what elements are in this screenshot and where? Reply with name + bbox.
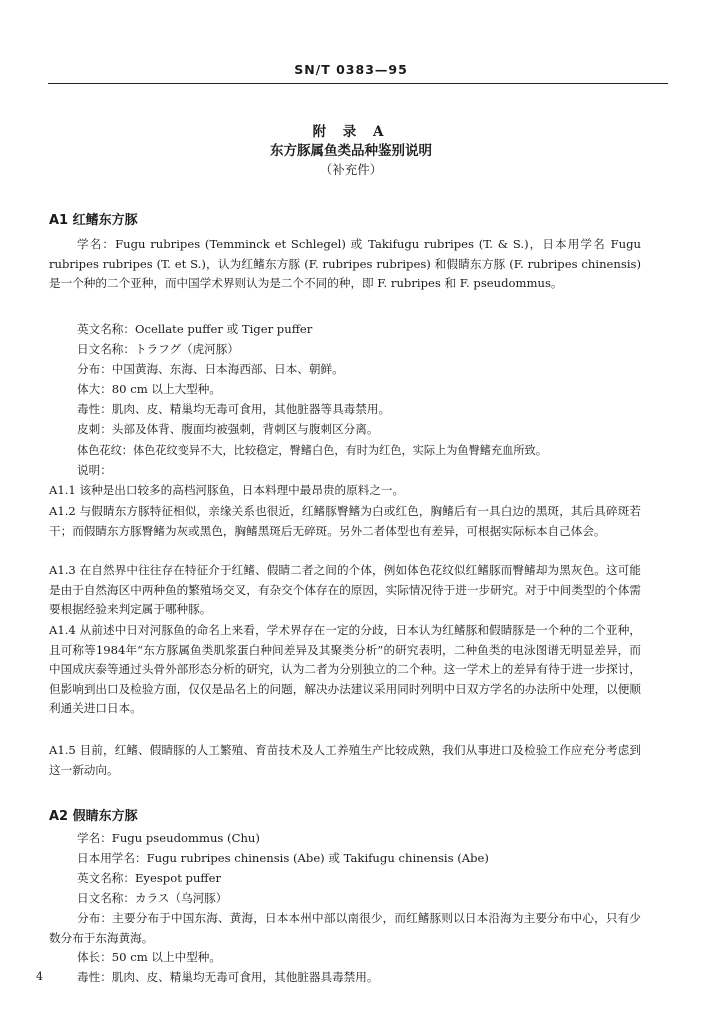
section-a1-heading: A1 红鳍东方豚 <box>49 213 138 228</box>
a1-english-name: 英文名称：Ocellate puffer 或 Tiger puffer <box>77 322 313 336</box>
a2-toxicity: 毒性：肌肉、皮、精巢均无毒可食用，其他脏器具毒禁用。 <box>77 970 379 984</box>
a2-japanese-scientific-name: 日本用学名：Fugu rubripes chinensis (Abe) 或 Takifugu chinensis (Abe) <box>77 851 489 865</box>
standard-number-header: SN/T 0383—95 <box>294 62 408 77</box>
a1-scientific-name: 学名：Fugu rubripes (Temminck et Schlegel) 或 Takifugu rubripes (T. & S.)，日本用学名 Fugu rubripes rubripes (T. et S.)，认为红鳍东方豚 (F. rubripes rubripes) 和假睛东方豚 (F. rubripes chinensis) 是一个种的二个亚种，而中国学术界则认为是二个不同的种，即 F. rubripes 和 F. pseudommus。 <box>49 237 641 291</box>
a1-japanese-name: 日文名称：トラフグ（虎河豚） <box>77 342 239 356</box>
section-a2-heading: A2 假睛东方豚 <box>49 809 138 824</box>
a1-note-3: A1.3 在自然界中往往存在特征介于红鳍、假睛二者之间的个体，例如体色花纹似红鳍豚而臀鳍却为黑灰色。这可能是由于自然海区中两种鱼的繁殖场交叉，有杂交个体存在的原因，实际情况待于进一步研究。对于中间类型的个体需要根据经验来判定属于哪种豚。 <box>49 563 641 617</box>
a1-size: 体大：80 cm 以上大型种。 <box>77 382 221 396</box>
a1-distribution: 分布：中国黄海、东海、日本海西部、日本、朝鲜。 <box>77 362 344 376</box>
a2-english-name: 英文名称：Eyespot puffer <box>77 871 222 885</box>
header-rule <box>48 83 668 84</box>
a1-note-5: A1.5 目前，红鳍、假睛豚的人工繁殖、育苗技术及人工养殖生产比较成熟，我们从事进口及检验工作应充分考虑到这一新动向。 <box>49 743 641 777</box>
a2-size: 体长：50 cm 以上中型种。 <box>77 950 221 964</box>
a2-scientific-name: 学名：Fugu pseudommus (Chu) <box>77 831 260 845</box>
a1-notes-label: 说明： <box>77 463 112 477</box>
a1-note-4: A1.4 从前述中日对河豚鱼的命名上来看，学术界存在一定的分歧，日本认为红鳍豚和假睛豚是一个种的二个亚种，且可称等1984年“东方豚属鱼类肌浆蛋白种间差异及其聚类分析”的研究表明，二种鱼类的电泳图谱无明显差异，而中国成庆泰等通过头骨外部形态分析的研究，认为二者为分别独立的二个种。这一学术上的差异有待于进一步探讨，但影响到出口及检验方面，仅仅是品名上的问题，解决办法建议采用同时列明中日双方学名的办法所中处理，以便顺利通关进口日本。 <box>49 623 641 716</box>
a1-note-1: A1.1 该种是出口较多的高档河豚鱼，日本料理中最昂贵的原料之一。 <box>49 483 405 497</box>
a1-note-2: A1.2 与假睛东方豚特征相似，亲缘关系也很近，红鳍豚臀鳍为白或红色，胸鳍后有一具白边的黑斑，其后具碎斑若干；而假睛东方豚臀鳍为灰或黑色，胸鳍黑斑后无碎斑。另外二者体型也有差异，可根据实际标本自己体会。 <box>49 504 641 538</box>
a2-distribution: 分布：主要分布于中国东海、黄海，日本本州中部以南很少，而红鳍豚则以日本沿海为主要分布中心，只有少数分布于东海黄海。 <box>49 911 641 945</box>
a1-toxicity: 毒性：肌肉、皮、精巢均无毒可食用，其他脏器等具毒禁用。 <box>77 402 391 416</box>
a1-body-color: 体色花纹：体色花纹变异不大，比较稳定，臀鳍白色，有时为红色，实际上为鱼臀鳍充血所致。 <box>77 444 547 457</box>
appendix-label: 附 录 A <box>312 124 390 140</box>
a1-skin-spines: 皮刺：头部及体背、腹面均被强刺，背刺区与腹刺区分离。 <box>77 422 379 436</box>
appendix-subtitle: （补充件） <box>319 162 383 177</box>
a2-japanese-name: 日文名称：カラス（乌河豚） <box>77 891 228 905</box>
appendix-title: 东方豚属鱼类品种鉴别说明 <box>270 143 432 159</box>
page-number: 4 <box>36 970 43 983</box>
